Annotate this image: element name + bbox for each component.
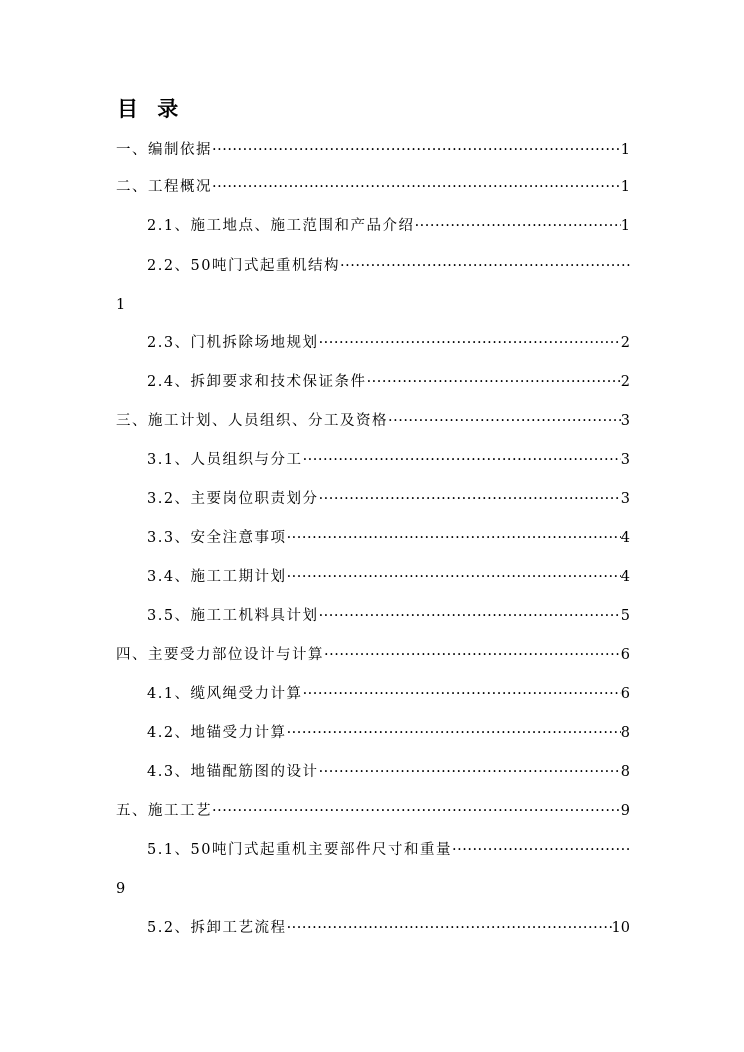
toc-entry[interactable] bbox=[147, 723, 630, 743]
toc-entry-label: 4.2、地锚受力计算 bbox=[147, 725, 287, 741]
toc-entry-label: 2.2、50吨门式起重机结构 bbox=[147, 258, 341, 274]
dot-leader bbox=[287, 918, 612, 938]
toc-entry-label: 3.2、主要岗位职责划分 bbox=[147, 491, 319, 507]
toc-entry-page: 4 bbox=[620, 530, 630, 546]
dot-leader bbox=[212, 801, 621, 821]
toc-entry-label: 3.4、施工工期计划 bbox=[147, 569, 287, 585]
toc-entry-label: 3.1、人员组织与分工 bbox=[147, 452, 303, 468]
dot-leader bbox=[287, 723, 621, 743]
dot-leader bbox=[388, 411, 621, 431]
toc-entry-label: 5.2、拆卸工艺流程 bbox=[147, 920, 287, 936]
toc-entry-page: 3 bbox=[620, 491, 630, 507]
toc-entry-page: 6 bbox=[620, 686, 630, 702]
toc-entry[interactable] bbox=[147, 684, 630, 704]
toc-entry-page: 5 bbox=[620, 608, 630, 624]
toc-entry-page: 3 bbox=[620, 452, 630, 468]
dot-leader bbox=[319, 762, 621, 782]
toc-entry-page: 8 bbox=[620, 725, 630, 741]
toc-entry[interactable] bbox=[147, 256, 630, 276]
dot-leader bbox=[340, 256, 630, 276]
toc-entry-page: 1 bbox=[620, 179, 630, 195]
toc-entry-page: 1 bbox=[620, 218, 630, 234]
toc-entry[interactable] bbox=[116, 177, 630, 197]
toc-entry-page: 4 bbox=[620, 569, 630, 585]
toc-entry[interactable] bbox=[116, 645, 630, 665]
dot-leader bbox=[212, 140, 621, 160]
toc-entry-page-wrapped: 9 bbox=[116, 881, 126, 897]
dot-leader bbox=[287, 528, 621, 548]
toc-entry-page: 1 bbox=[620, 142, 630, 158]
dot-leader bbox=[303, 684, 621, 704]
dot-leader bbox=[303, 450, 621, 470]
toc-entry[interactable] bbox=[116, 411, 630, 431]
dot-leader bbox=[319, 489, 621, 509]
toc-entry[interactable] bbox=[147, 333, 630, 353]
toc-entry[interactable] bbox=[116, 140, 630, 160]
toc-entry-page: 2 bbox=[620, 374, 630, 390]
dot-leader bbox=[319, 333, 621, 353]
dot-leader bbox=[319, 606, 621, 626]
toc-entry-page-wrapped: 1 bbox=[116, 297, 126, 313]
dot-leader bbox=[212, 177, 621, 197]
toc-entry[interactable] bbox=[147, 606, 630, 626]
toc-entry-page: 3 bbox=[620, 413, 630, 429]
dot-leader bbox=[452, 840, 630, 860]
dot-leader bbox=[324, 645, 621, 665]
toc-entry-label: 五、施工工艺 bbox=[116, 803, 212, 819]
toc-entry[interactable] bbox=[147, 216, 630, 236]
toc-entry-page: 10 bbox=[611, 920, 630, 936]
toc-entry-page: 2 bbox=[620, 335, 630, 351]
toc-entry-label: 三、施工计划、人员组织、分工及资格 bbox=[116, 413, 388, 429]
toc-entry-label: 2.3、门机拆除场地规划 bbox=[147, 335, 319, 351]
toc-entry-page: 8 bbox=[620, 764, 630, 780]
toc-entry[interactable] bbox=[147, 489, 630, 509]
toc-entry-label: 4.1、缆风绳受力计算 bbox=[147, 686, 303, 702]
toc-entry[interactable] bbox=[147, 528, 630, 548]
toc-entry-label: 3.5、施工工机料具计划 bbox=[147, 608, 319, 624]
toc-entry-label: 2.1、施工地点、施工范围和产品介绍 bbox=[147, 218, 415, 234]
toc-title: 目 录 bbox=[117, 97, 185, 121]
toc-entry-page: 6 bbox=[620, 647, 630, 663]
toc-entry[interactable] bbox=[147, 450, 630, 470]
toc-entry-label: 二、工程概况 bbox=[116, 179, 212, 195]
toc-entry[interactable] bbox=[147, 840, 630, 860]
dot-leader bbox=[367, 372, 621, 392]
toc-entry-label: 一、编制依据 bbox=[116, 142, 212, 158]
toc-entry[interactable] bbox=[147, 372, 630, 392]
dot-leader bbox=[415, 216, 621, 236]
toc-entry-label: 3.3、安全注意事项 bbox=[147, 530, 287, 546]
toc-entry-label: 5.1、50吨门式起重机主要部件尺寸和重量 bbox=[147, 842, 453, 858]
toc-entry-label: 四、主要受力部位设计与计算 bbox=[116, 647, 324, 663]
toc-entry-label: 2.4、拆卸要求和技术保证条件 bbox=[147, 374, 367, 390]
toc-entry[interactable] bbox=[147, 567, 630, 587]
dot-leader bbox=[287, 567, 621, 587]
toc-entry[interactable] bbox=[147, 918, 630, 938]
toc-entry-page: 9 bbox=[620, 803, 630, 819]
toc-entry[interactable] bbox=[147, 762, 630, 782]
toc-entry[interactable] bbox=[116, 801, 630, 821]
toc-entry-label: 4.3、地锚配筋图的设计 bbox=[147, 764, 319, 780]
